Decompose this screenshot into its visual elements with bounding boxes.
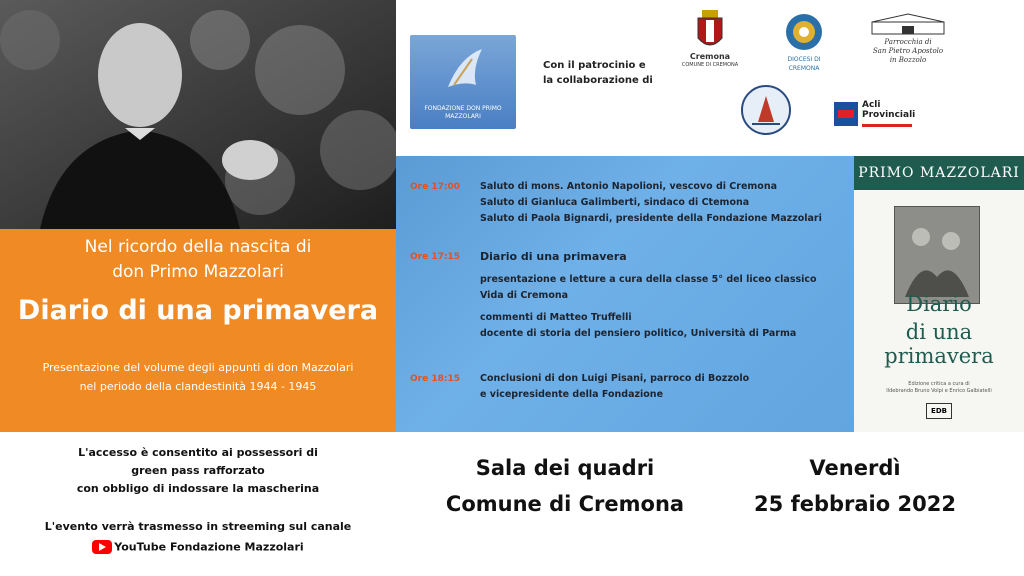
book-cover bbox=[854, 156, 1024, 432]
program-time: Ore 17:15 bbox=[410, 252, 460, 262]
venue-line-2: Comune di Cremona bbox=[445, 492, 685, 516]
mazzolari-photo bbox=[0, 0, 396, 229]
access-line-3: con obbligo di indossare la mascherina bbox=[76, 482, 320, 495]
access-line-2: green pass rafforzato bbox=[131, 464, 265, 477]
program-time: Ore 17:00 bbox=[410, 182, 460, 192]
book-title-line-1: Diario bbox=[906, 292, 972, 316]
venue-line-1: Sala dei quadri bbox=[475, 456, 655, 480]
dove-icon bbox=[410, 35, 516, 105]
cremona-crest-icon bbox=[688, 8, 732, 54]
event-date: 25 febbraio 2022 bbox=[754, 492, 956, 516]
youtube-wordmark: YouTube bbox=[114, 540, 167, 554]
program-line: presentazione e letture a cura della classe 5° del liceo classico bbox=[480, 274, 817, 285]
diocesi-logo-label: DIOCESI DI CREMONA bbox=[787, 56, 821, 72]
acli-label-1: Acli bbox=[862, 100, 881, 110]
parrocchia-line-1: Parrocchia di bbox=[884, 38, 932, 46]
program-panel bbox=[396, 156, 854, 432]
cremona-logo-sublabel: COMUNE DI CREMONA bbox=[681, 62, 739, 68]
fondazione-logo-text: FONDAZIONE DON PRIMO MAZZOLARI bbox=[424, 105, 502, 120]
program-line: Saluto di Gianluca Galimberti, sindaco di Ctemona bbox=[480, 197, 750, 208]
book-edition-2: Ildebrando Bruno Volpi e Enrico Galbiatelli bbox=[886, 388, 992, 394]
patronage-line-2: la collaborazione di bbox=[543, 75, 653, 86]
fondazione-logo bbox=[410, 35, 516, 129]
program-line: Vida di Cremona bbox=[480, 290, 569, 301]
youtube-channel-name: Fondazione Mazzolari bbox=[169, 540, 304, 554]
acli-label-2: Provinciali bbox=[862, 110, 916, 120]
intro-line-1: Nel ricordo della nascita di bbox=[84, 237, 312, 257]
diocesi-logo-icon bbox=[784, 12, 824, 52]
program-line: Conclusioni di don Luigi Pisani, parroco di Bozzolo bbox=[480, 373, 750, 384]
patronage-line-1: Con il patrocinio e bbox=[543, 60, 646, 71]
program-line: e vicepresidente della Fondazione bbox=[480, 389, 664, 400]
program-line: commenti di Matteo Truffelli bbox=[480, 312, 632, 323]
book-edition-1: Edizione critica a cura di bbox=[908, 381, 970, 387]
event-title: Diario di una primavera bbox=[17, 295, 379, 326]
program-line: Saluto di Paola Bignardi, presidente della Fondazione Mazzolari bbox=[480, 213, 822, 224]
access-line-1: L'accesso è consentito ai possessori di bbox=[78, 446, 318, 459]
cremona-logo-label: Cremona bbox=[689, 52, 731, 61]
book-cover-image bbox=[894, 206, 980, 304]
book-title-line-2: di una primavera bbox=[884, 320, 994, 368]
program-heading: Diario di una primavera bbox=[480, 250, 627, 263]
church-icon bbox=[868, 12, 948, 36]
intro-line-2: don Primo Mazzolari bbox=[112, 262, 284, 282]
emblem-icon bbox=[740, 84, 792, 136]
book-author: PRIMO MAZZOLARI bbox=[858, 165, 1020, 181]
youtube-channel-link[interactable] bbox=[0, 540, 396, 554]
stream-notice: L'evento verrà trasmesso in streeming sul canale bbox=[44, 520, 352, 533]
acli-logo-icon bbox=[834, 102, 858, 126]
youtube-play-icon bbox=[92, 540, 112, 554]
publisher-logo: EDB bbox=[926, 403, 952, 419]
program-line: docente di storia del pensiero politico, Università di Parma bbox=[480, 328, 797, 339]
parrocchia-line-3: in Bozzolo bbox=[889, 56, 927, 64]
description-line-1: Presentazione del volume degli appunti di don Mazzolari bbox=[42, 361, 354, 374]
parrocchia-line-2: San Pietro Apostolo bbox=[872, 47, 944, 55]
description-line-2: nel periodo della clandestinità 1944 - 1945 bbox=[79, 380, 317, 393]
event-day: Venerdì bbox=[809, 456, 901, 480]
program-line: Saluto di mons. Antonio Napolioni, vescovo di Cremona bbox=[480, 181, 778, 192]
program-time: Ore 18:15 bbox=[410, 374, 460, 384]
intro-panel bbox=[0, 229, 396, 432]
acli-underline bbox=[862, 124, 912, 127]
